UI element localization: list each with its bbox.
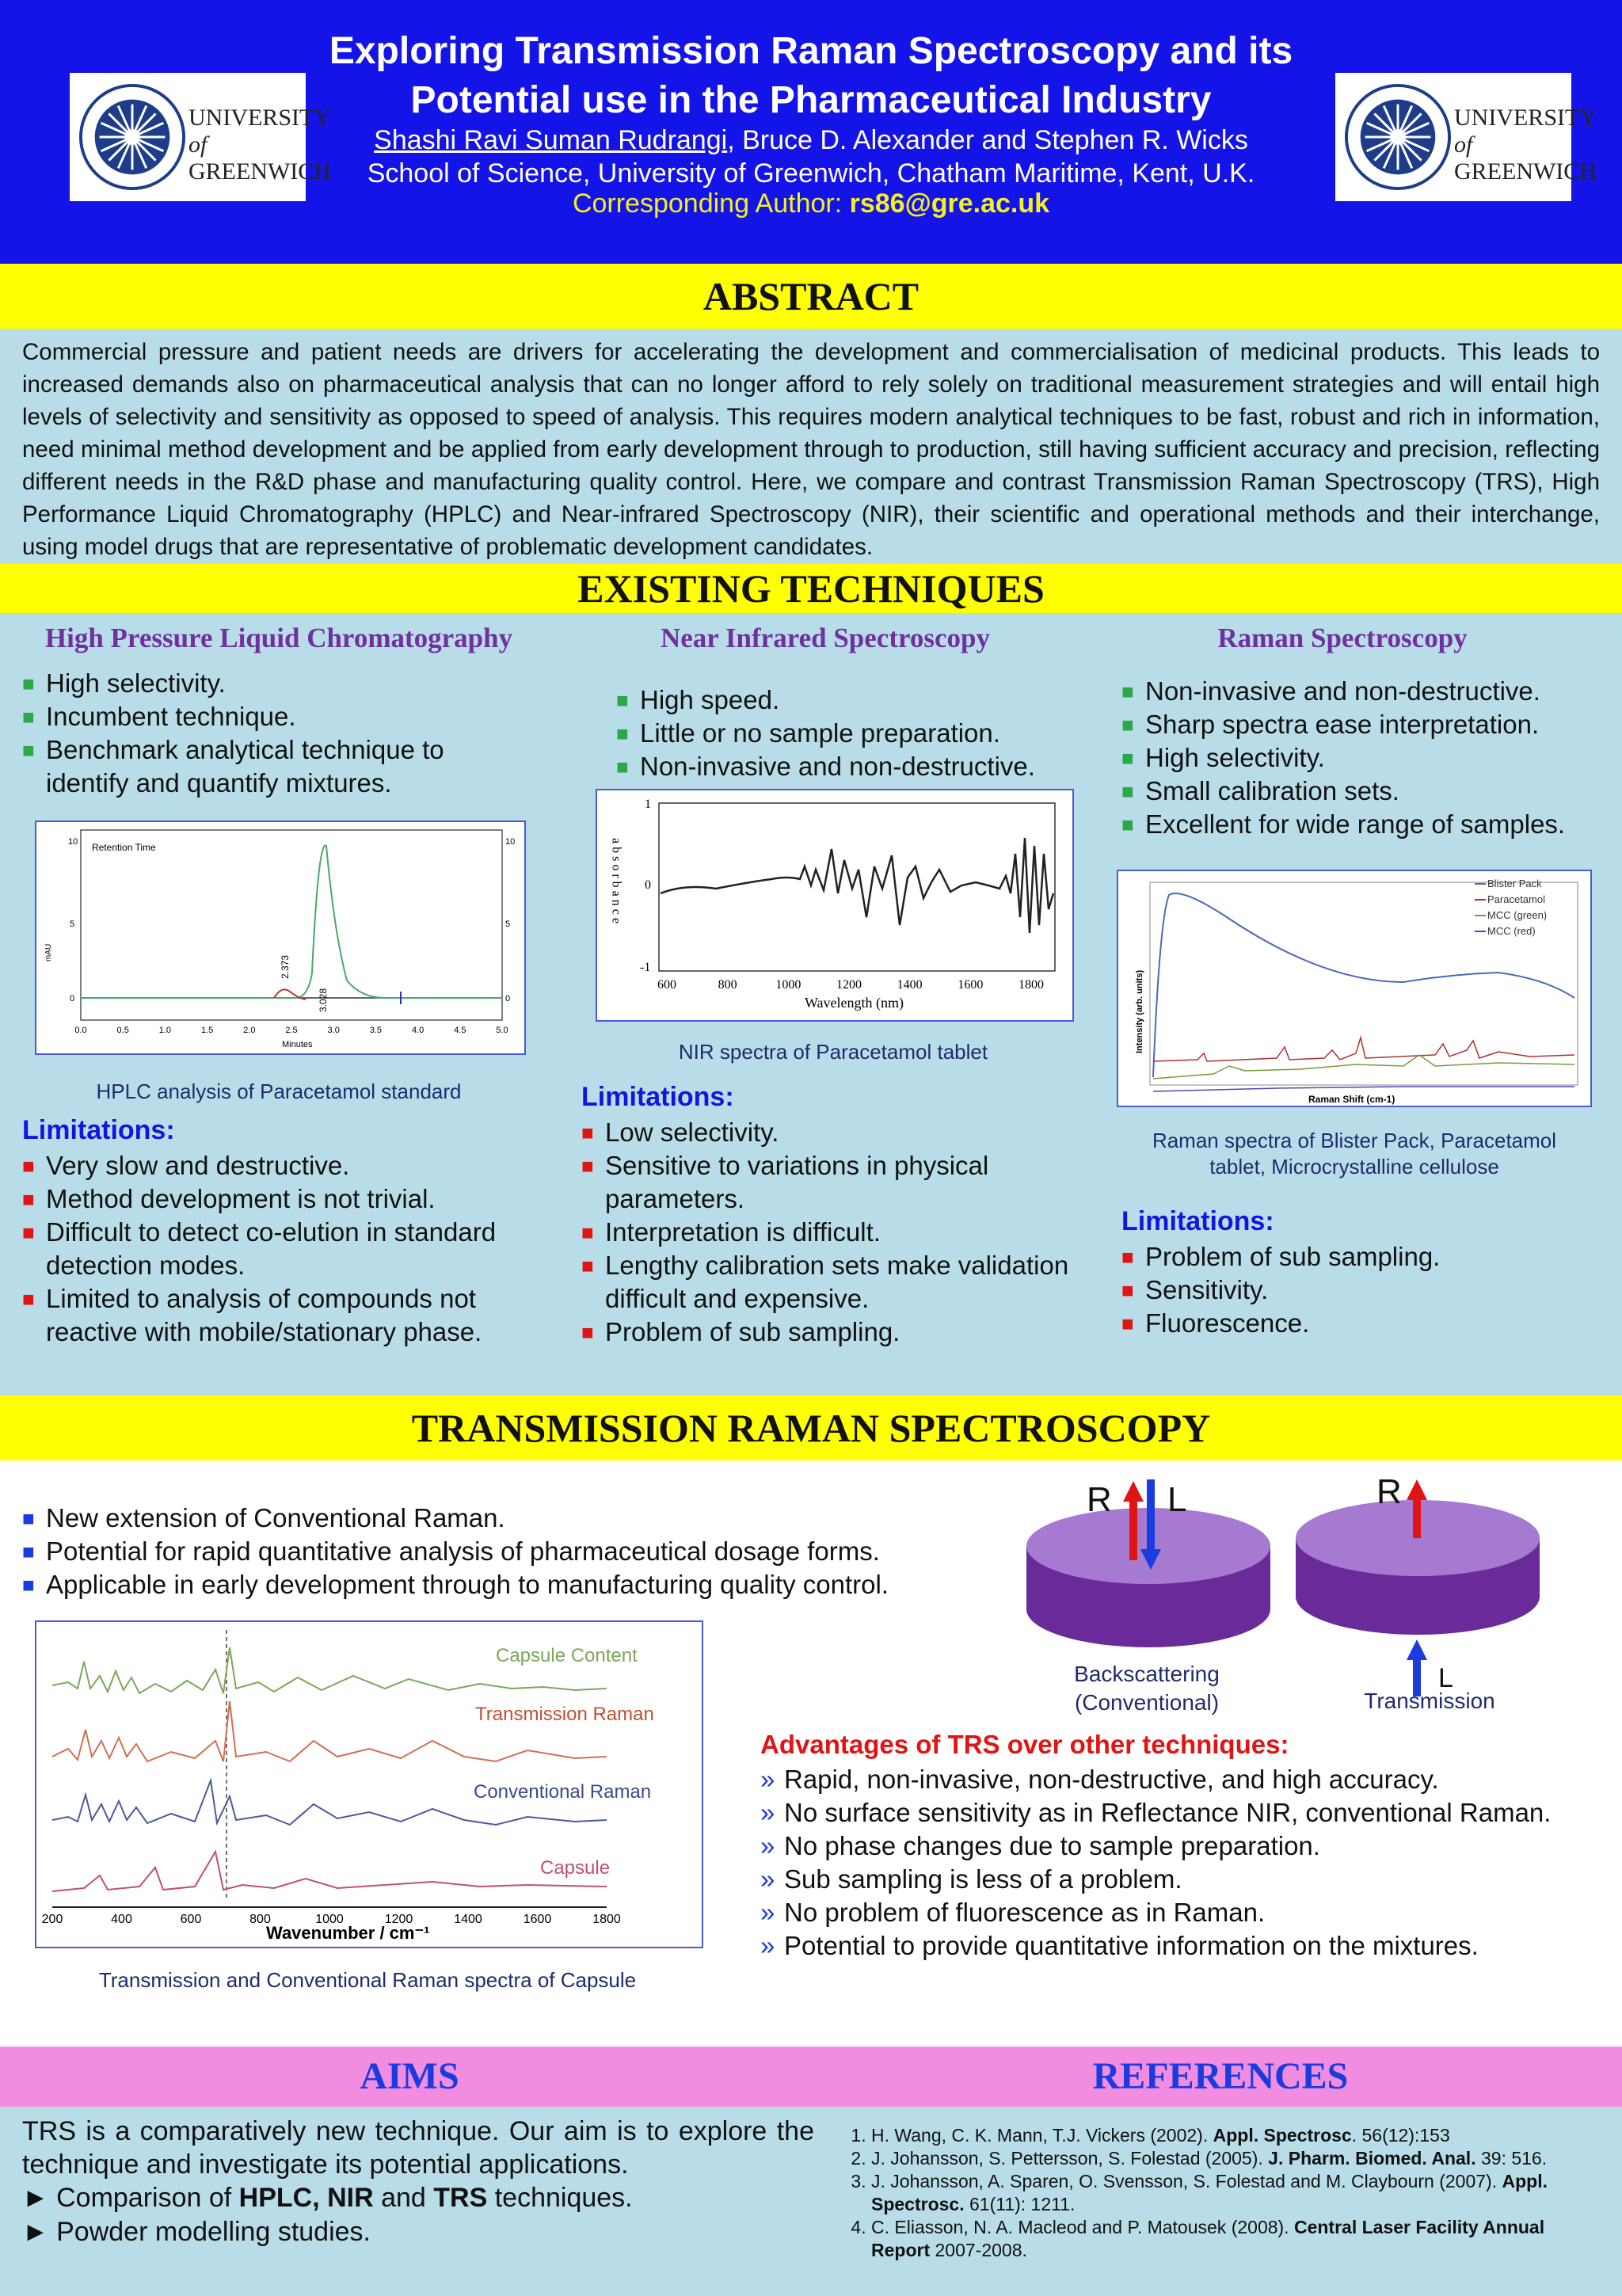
list-item: ■ Little or no sample preparation. [616, 718, 1000, 748]
list-item: ■ High selectivity. [1121, 743, 1325, 772]
raman-caption: Raman spectra of Blister Pack, Paracetamol tablet, Microcrystalline cellulose [1152, 1129, 1557, 1178]
raman-plot [1118, 871, 1590, 1106]
list-item: ■ Low selectivity. [581, 1118, 779, 1147]
svg-text:Raman Shift (cm-1): Raman Shift (cm-1) [1308, 1094, 1395, 1105]
list-item: ■ Sensitive to variations in physical parameters. [581, 1151, 989, 1213]
list-item: ■ Sensitivity. [1121, 1275, 1269, 1304]
affiliation: School of Science, University of Greenwich, Chatham Maritime, Kent, U.K. [367, 158, 1255, 188]
tick-label: 600 [657, 978, 676, 992]
list-item: ■ New extension of Conventional Raman. [22, 1503, 505, 1533]
tick-label: 800 [249, 1913, 271, 1926]
hplc-title: High Pressure Liquid Chromatography [44, 623, 513, 653]
tick-label: 400 [111, 1913, 132, 1926]
svg-text:mAU: mAU [44, 943, 53, 961]
raman-pros [1120, 675, 1619, 841]
tick-label: 1400 [454, 1913, 482, 1926]
list-item: ■ Applicable in early development through to manufacturing quality control. [22, 1570, 889, 1599]
backscattering-label: Backscattering (Conventional) [1074, 1662, 1220, 1715]
nir-cons [580, 1116, 1087, 1349]
list-item: » Sub sampling is less of a problem. [760, 1864, 1182, 1894]
reference-item: 1. H. Wang, C. K. Mann, T.J. Vickers (2002). Appl. Spectrosc. 56(12):153 [871, 2124, 1600, 2147]
list-item: ■ Incumbent technique. [22, 702, 296, 731]
poster-title: Exploring Transmission Raman Spectroscopy and its Potential use in the Pharmaceutical Industry [329, 30, 1293, 121]
svg-text:0: 0 [70, 994, 75, 1003]
list-item: ■ Limited to analysis of compounds not reactive with mobile/stationary phase. [22, 1284, 482, 1346]
svg-text:Intensity (arb. units): Intensity (arb. units) [1135, 969, 1144, 1053]
advantages-title: Advantages of TRS over other techniques: [760, 1730, 1289, 1759]
existing-techniques-heading: EXISTING TECHNIQUES [0, 564, 1622, 613]
nir-caption: NIR spectra of Paracetamol tablet [678, 1040, 988, 1064]
svg-text:-1: -1 [640, 961, 651, 974]
svg-text:R: R [1087, 1480, 1112, 1519]
svg-text:MCC (green): MCC (green) [1487, 909, 1548, 921]
tick-label: 3.5 [369, 1026, 383, 1035]
raman-cons [1120, 1240, 1611, 1340]
tick-label: 0.0 [74, 1026, 87, 1035]
list-item: » No surface sensitivity as in Reflectance NIR, conventional Raman. [760, 1798, 1552, 1827]
tick-label: 1600 [958, 978, 984, 992]
svg-text:Capsule: Capsule [540, 1857, 611, 1879]
tick-label: 2.5 [285, 1026, 298, 1035]
list-item: » Potential to provide quantitative information on the mixtures. [760, 1931, 1479, 1960]
svg-text:5: 5 [70, 920, 75, 929]
tick-label: 1400 [897, 978, 923, 992]
lead-author: Shashi Ravi Suman Rudrangi [374, 125, 728, 155]
list-item: ■ High speed. [616, 685, 780, 714]
hplc-pros [21, 667, 527, 800]
tick-label: 200 [41, 1913, 63, 1926]
tick-label: 2.0 [243, 1026, 256, 1035]
trs-heading: TRANSMISSION RAMAN SPECTROSCOPY [0, 1395, 1622, 1460]
aims-text: TRS is a comparatively new technique. Our aim is to explore the technique and investigate its potential applications. [22, 2116, 814, 2180]
svg-text:5: 5 [505, 920, 511, 929]
list-item: ■ Small calibration sets. [1121, 776, 1399, 805]
list-item: ■ Lengthy calibration sets make validation difficult and expensive. [581, 1251, 1069, 1313]
list-item: » No phase changes due to sample preparation. [760, 1831, 1320, 1860]
tick-label: 1800 [1019, 978, 1044, 992]
raman-limitations-label: Limitations: [1121, 1206, 1274, 1236]
transmission-label: Transmission [1364, 1689, 1495, 1713]
trs-spectra-plot [36, 1622, 702, 1947]
svg-text:3.028: 3.028 [318, 988, 329, 1012]
svg-text:Retention Time: Retention Time [92, 842, 156, 853]
tick-label: 1600 [523, 1913, 552, 1926]
aims-heading: AIMS [360, 2055, 459, 2097]
tick-label: 5.0 [496, 1026, 508, 1035]
university-seal-icon [78, 82, 187, 192]
raman-spectrum [1117, 870, 1592, 1107]
list-item: ■ Non-invasive and non-destructive. [1121, 676, 1540, 706]
svg-text:1: 1 [645, 798, 651, 811]
hplc-cons [21, 1149, 543, 1349]
hplc-caption: HPLC analysis of Paracetamol standard [96, 1079, 462, 1103]
svg-text:Wavenumber / cm⁻¹: Wavenumber / cm⁻¹ [266, 1923, 430, 1943]
hplc-limitations-label: Limitations: [22, 1115, 175, 1145]
svg-text:Blister Pack: Blister Pack [1487, 878, 1542, 889]
reference-item: 4. C. Eliasson, N. A. Macleod and P. Matousek (2008). Central Laser Facility Annual Report 2007-2008. [871, 2216, 1600, 2262]
abstract-heading: ABSTRACT [0, 264, 1622, 329]
abstract-text: Commercial pressure and patient needs are drivers for accelerating the development and commercialisation of medicinal products. This leads to increased demands also on pharmaceutical analysis that can no longer afford to rely solely on traditional measurement strategies and will entail high levels of selectivity and sensitivity as opposed to speed of analysis. This requires modern analytical techniques to be fast, robust and rich in information, need minimal method development and be applied from early development through to production, still having sufficient accuracy and precision, reflecting different needs in the R&D phase and manufacturing quality control. Here, we compare and contrast Transmission Raman Spectroscopy (TRS), High Performance Liquid Chromatography (HPLC) and Near-infrared Spectroscopy (NIR), their scientific and operational methods and their interchange, using model drugs that are representative of problematic development candidates. [22, 339, 1600, 560]
trs-spectra-caption: Transmission and Conventional Raman spectra of Capsule [98, 1968, 637, 1992]
tick-label: 1.0 [158, 1026, 172, 1035]
list-item: ■ Sharp spectra ease interpretation. [1121, 710, 1540, 739]
list-item: ■ Method development is not trivial. [22, 1184, 436, 1213]
svg-text:Conventional Raman: Conventional Raman [474, 1781, 652, 1803]
list-item: ■ Interpretation is difficult. [581, 1217, 881, 1247]
reference-item: 3. J. Johansson, A. Sparen, O. Svensson, S. Folestad and M. Claybourn (2007). Appl. Spectrosc. 61(11): 1211. [871, 2170, 1600, 2216]
tick-label: 3.0 [327, 1026, 340, 1035]
svg-text:Capsule Content: Capsule Content [496, 1645, 638, 1666]
list-item: ■ Potential for rapid quantitative analysis of pharmaceutical dosage forms. [22, 1536, 880, 1566]
tick-label: 1000 [775, 978, 801, 992]
references-list [854, 2124, 1600, 2262]
svg-text:10: 10 [68, 837, 78, 847]
logo-wordmark: UNIVERSITY of GREENWICH [188, 105, 331, 185]
list-item: » No problem of fluorescence as in Raman. [760, 1898, 1266, 1927]
svg-text:Transmission Raman: Transmission Raman [475, 1704, 654, 1725]
raman-title: Raman Spectroscopy [1217, 623, 1468, 653]
svg-text:2.373: 2.373 [280, 954, 291, 979]
list-item: ■ Benchmark analytical technique to identify and quantify mixtures. [22, 735, 444, 798]
nir-limitations-label: Limitations: [581, 1082, 734, 1112]
reference-item: 2. J. Johansson, S. Pettersson, S. Folestad (2005). J. Pharm. Biomed. Anal. 39: 516. [871, 2147, 1600, 2170]
tick-label: 1.5 [200, 1026, 214, 1035]
trs-spectra-figure [35, 1620, 703, 1948]
list-item: » Rapid, non-invasive, non-destructive, and high accuracy. [760, 1765, 1439, 1794]
list-item: ■ Very slow and destructive. [22, 1151, 350, 1180]
nir-title: Near Infrared Spectroscopy [660, 623, 991, 653]
logo-wordmark: UNIVERSITY of GREENWICH [1454, 105, 1597, 185]
tick-label: 1000 [315, 1913, 344, 1926]
poster-header [0, 0, 1622, 264]
aims-item-comparison: ► Comparison of HPLC, NIR and TRS techniques. [22, 2183, 633, 2213]
tick-label: 800 [718, 978, 737, 992]
list-item: ■ Non-invasive and non-destructive. [616, 752, 1035, 781]
tick-label: 4.0 [411, 1026, 425, 1035]
aims-item-powder: ► Powder modelling studies. [22, 2217, 371, 2247]
nir-spectrum [596, 789, 1074, 1022]
svg-text:0: 0 [505, 994, 511, 1003]
svg-text:0: 0 [645, 878, 651, 892]
corresponding-email[interactable]: rs86@gre.ac.uk [849, 188, 1050, 219]
references-heading: REFERENCES [1092, 2055, 1349, 2097]
svg-text:10: 10 [505, 837, 516, 847]
svg-text:Minutes: Minutes [282, 1040, 313, 1049]
svg-text:L: L [1438, 1663, 1453, 1693]
nir-pros [615, 683, 1090, 783]
list-item: ■ Difficult to detect co-elution in standard detection modes. [22, 1217, 497, 1280]
tick-label: 0.5 [116, 1026, 129, 1035]
list-item: ■ Problem of sub sampling. [581, 1317, 900, 1346]
university-logo-right [1335, 73, 1597, 201]
svg-text:Wavelength (nm): Wavelength (nm) [805, 995, 904, 1011]
trs-points [21, 1502, 1019, 1601]
svg-text:L: L [1167, 1480, 1187, 1519]
hplc-plot [36, 822, 524, 1053]
tick-label: 1200 [384, 1913, 413, 1926]
corresponding-author: Corresponding Author: rs86@gre.ac.uk [572, 188, 1050, 219]
svg-text:absorbance: absorbance [609, 838, 623, 927]
hplc-chromatogram [35, 821, 526, 1055]
svg-text:R: R [1376, 1472, 1402, 1511]
tick-label: 1200 [836, 978, 862, 992]
svg-text:MCC (red): MCC (red) [1487, 925, 1536, 937]
svg-text:Paracetamol: Paracetamol [1487, 893, 1545, 905]
tick-label: 4.5 [454, 1026, 466, 1035]
list-item: ■ High selectivity. [22, 668, 226, 698]
tick-label: 1800 [592, 1913, 621, 1926]
list-item: ■ Problem of sub sampling. [1121, 1242, 1441, 1271]
nir-plot [597, 790, 1072, 1020]
list-item: ■ Fluorescence. [1121, 1308, 1310, 1338]
advantages-list [760, 1763, 1600, 1963]
list-item: ■ Excellent for wide range of samples. [1121, 809, 1566, 839]
authors: Shashi Ravi Suman Rudrangi, Bruce D. Alexander and Stephen R. Wicks School of Science, University of Greenwich, Chatham Maritime, Kent, U.K. [261, 124, 1361, 190]
tick-label: 600 [180, 1913, 202, 1926]
